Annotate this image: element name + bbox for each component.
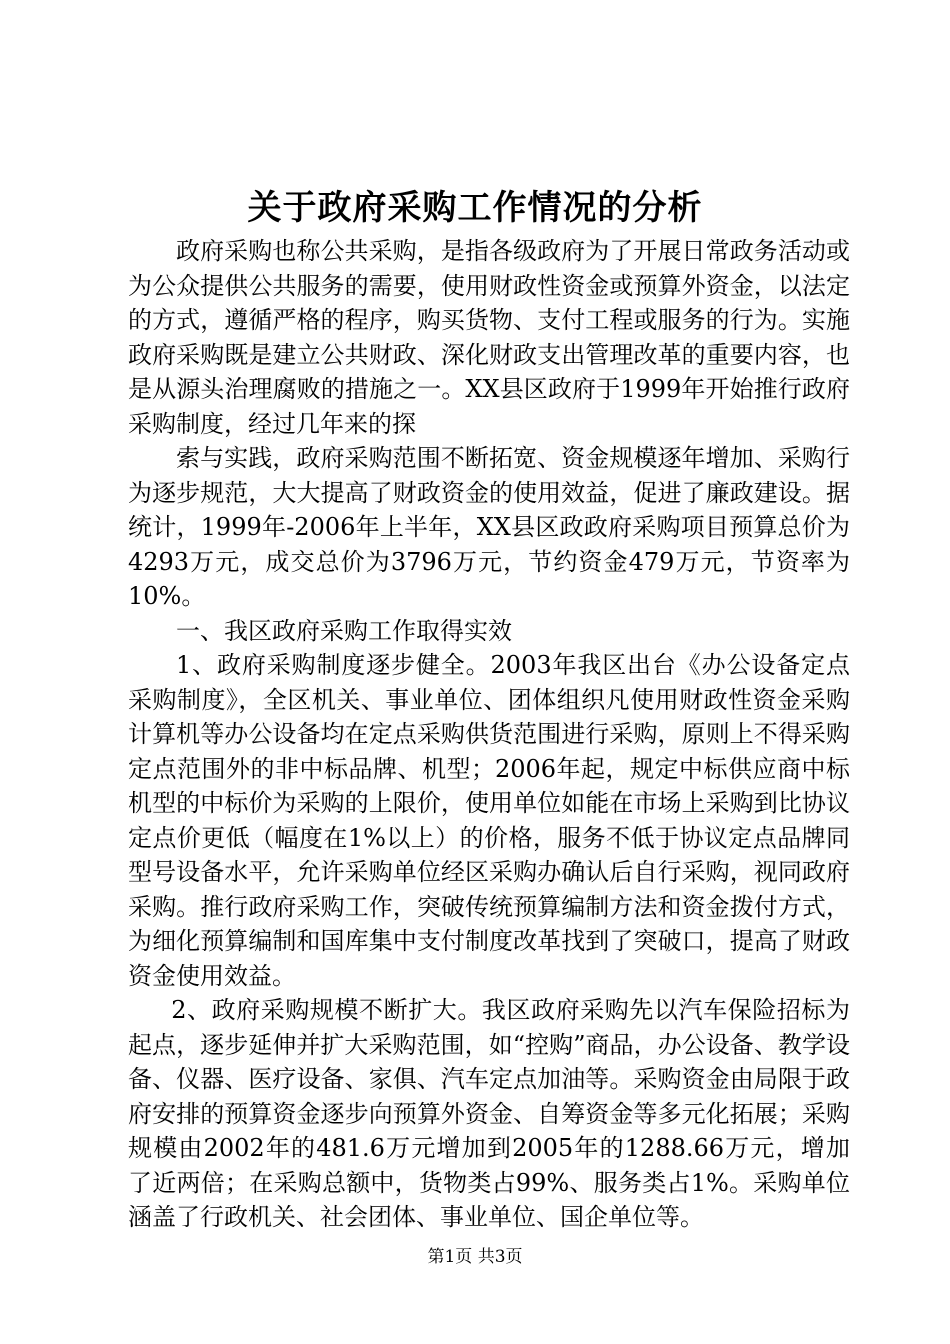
document-title: 关于政府采购工作情况的分析 bbox=[247, 188, 703, 228]
paragraph-intro-continued: 索与实践，政府采购范围不断拓宽、资金规模逐年增加、采购行为逐步规范，大大提高了财政资金的使用效益，促进了廉政建设。据统计，1999年-2006年上半年，XX县区政政府采购项目预算总价为4293万元，成交总价为3796万元，节约资金479万元，节资率为10%。 bbox=[128, 444, 850, 610]
page-footer: 第1页 共3页 bbox=[427, 1247, 523, 1267]
document-body bbox=[128, 234, 850, 1235]
paragraph-item-1: 1、政府采购制度逐步健全。2003年我区出台《办公设备定点采购制度》，全区机关、事业单位、团体组织凡使用财政性资金采购计算机等办公设备均在定点采购供货范围进行采购，原则上不得采购定点范围外的非中标品牌、机型；2006年起，规定中标供应商中标机型的中标价为采购的上限价，使用单位如能在市场上采购到比协议定点价更低（幅度在1%以上）的价格，服务不低于协议定点品牌同型号设备水平，允许采购单位经区采购办确认后自行采购，视同政府采购。推行政府采购工作，突破传统预算编制方法和资金拨付方式，为细化预算编制和国库集中支付制度改革找到了突破口，提高了财政资金使用效益。 bbox=[128, 651, 850, 990]
section-heading: 一、我区政府采购工作取得实效 bbox=[176, 616, 512, 645]
paragraph-item-2: 2、政府采购规模不断扩大。我区政府采购先以汽车保险招标为起点，逐步延伸并扩大采购范围，如“控购”商品，办公设备、教学设备、仪器、医疗设备、家俱、汽车定点加油等。采购资金由局限于政府安排的预算资金逐步向预算外资金、自筹资金等多元化拓展；采购规模由2002年的481.6万元增加到2005年的1288.66万元，增加了近两倍；在采购总额中，货物类占99%、服务类占1%。采购单位涵盖了行政机关、社会团体、事业单位、国企单位等。 bbox=[128, 996, 850, 1231]
paragraph-intro: 政府采购也称公共采购，是指各级政府为了开展日常政务活动或为公众提供公共服务的需要，使用财政性资金或预算外资金，以法定的方式，遵循严格的程序，购买货物、支付工程或服务的行为。实施政府采购既是建立公共财政、深化财政支出管理改革的重要内容，也是从源头治理腐败的措施之一。XX县区政府于1999年开始推行政府采购制度，经过几年来的探 bbox=[128, 237, 850, 438]
